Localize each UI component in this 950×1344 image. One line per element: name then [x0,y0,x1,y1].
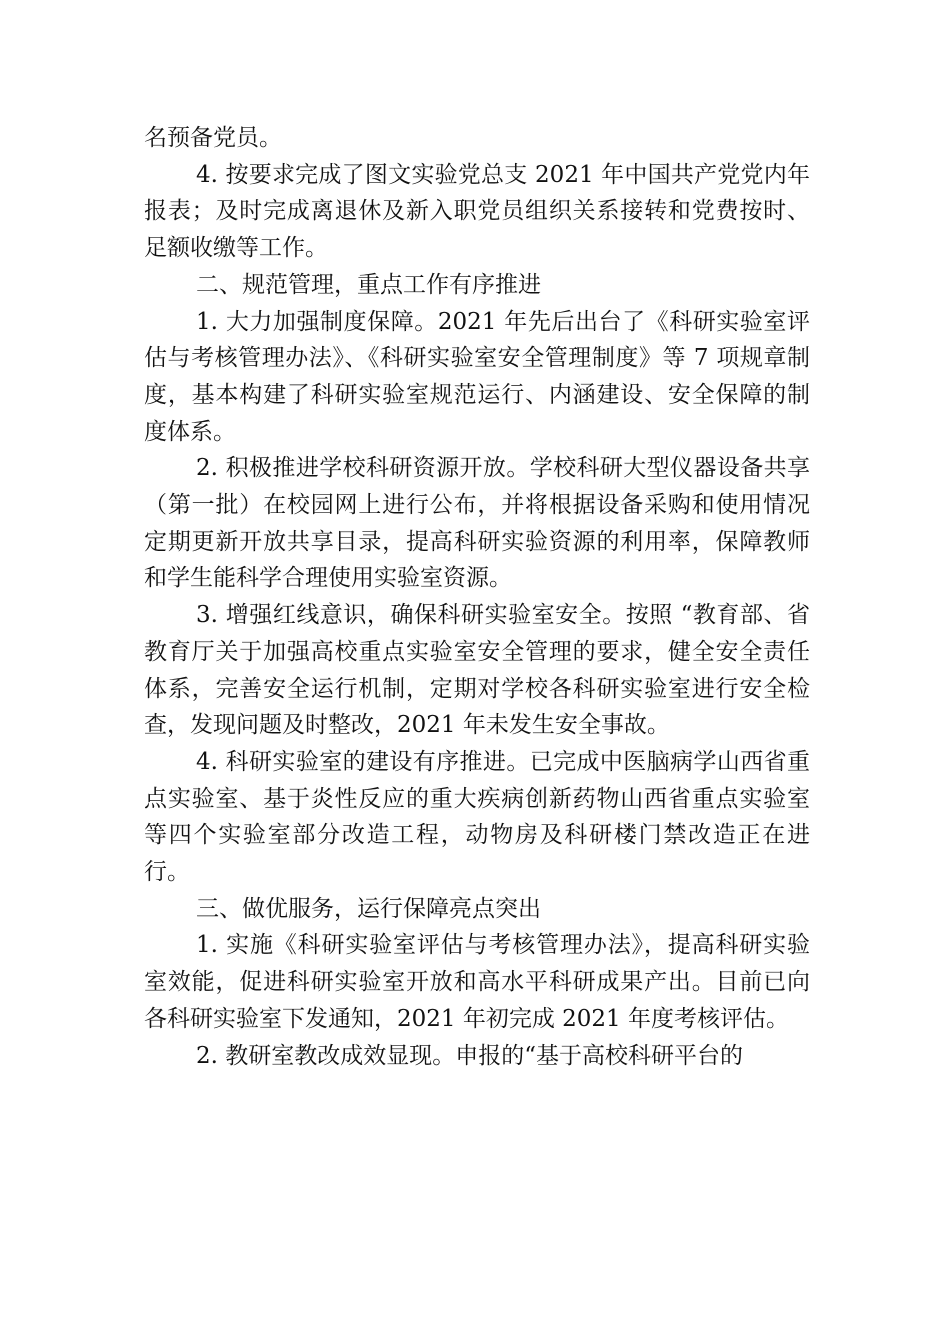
paragraph-continuation: 名预备党员。 [144,125,282,151]
paragraph-party-report: 4. 按要求完成了图文实验党总支 2021 年中国共产党党内年报表；及时完成离退休及新入职党员组织关系接转和党费按时、足额收缴等工作。 [144,161,810,262]
paragraph-lab-safety: 3. 增强红线意识，确保科研实验室安全。按照 “教育部、省教育厅关于加强高校重点实验室安全管理的要求，健全安全责任体系，完善安全运行机制，定期对学校各科研实验室进行安全检查，发现问题及时整改，2021 年未发生安全事故。 [144,602,810,739]
document-page [144,120,810,1074]
paragraph-resource-sharing: 2. 积极推进学校科研资源开放。学校科研大型仪器设备共享（第一批）在校园网上进行公布，并将根据设备采购和使用情况定期更新开放共享目录，提高科研实验资源的利用率，保障教师和学生能科学合理使用实验室资源。 [144,455,810,592]
paragraph-teaching-reform: 2. 教研室教改成效显现。申报的“基于高校科研平台的 [196,1042,744,1069]
paragraph-lab-construction: 4. 科研实验室的建设有序推进。已完成中医脑病学山西省重点实验室、基于炎性反应的重大疾病创新药物山西省重点实验室等四个实验室部分改造工程，动物房及科研楼门禁改造正在进行。 [144,748,810,886]
section-heading-2: 二、规范管理，重点工作有序推进 [196,271,541,298]
paragraph-evaluation: 1. 实施《科研实验室评估与考核管理办法》，提高科研实验室效能，促进科研实验室开放和高水平科研成果产出。目前已向各科研实验室下发通知，2021 年初完成 2021 年度考核评估。 [144,932,810,1032]
paragraph-institutional-guarantee: 1. 大力加强制度保障。2021 年先后出台了《科研实验室评估与考核管理办法》、《科研实验室安全管理制度》等 7 项规章制度，基本构建了科研实验室规范运行、内涵建设、安全保障的制度体系。 [144,308,810,445]
section-heading-3: 三、做优服务，运行保障亮点突出 [196,895,541,922]
